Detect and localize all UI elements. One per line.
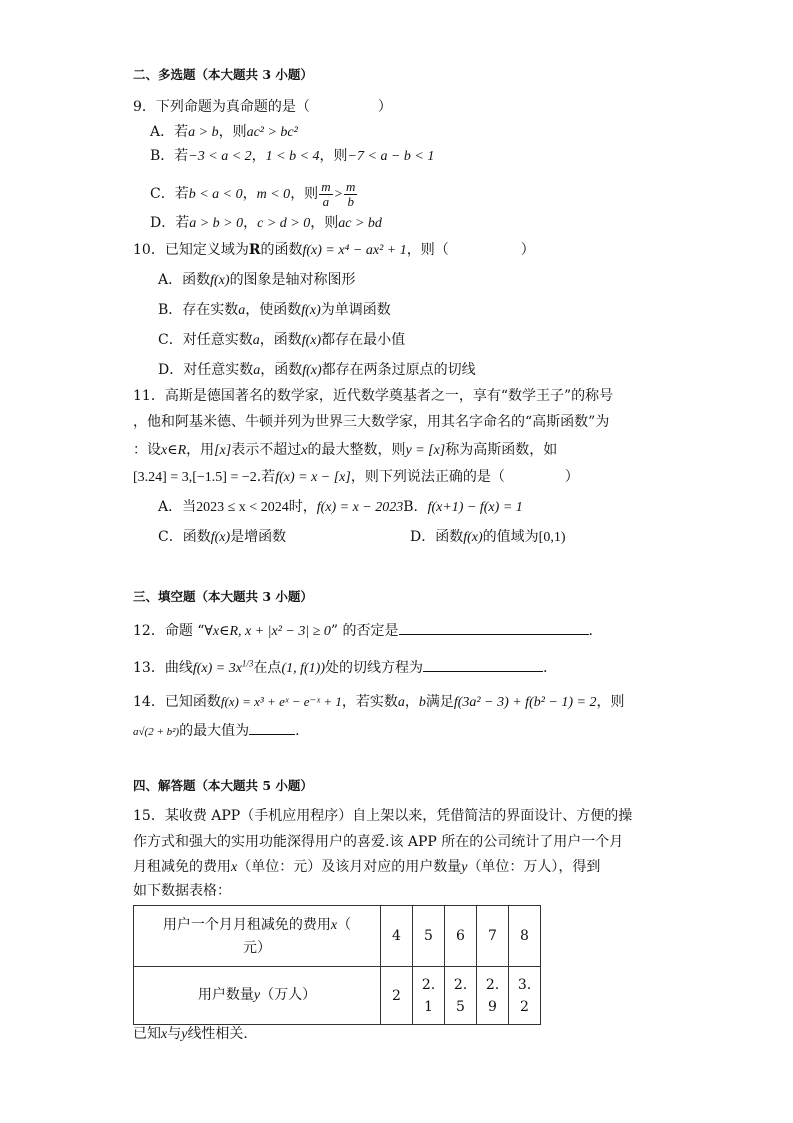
q9-c-fraction2: $\frac{m}{b}$ xyxy=(346,178,356,209)
q9-a-label: A．若 xyxy=(150,124,189,140)
q10-d-label: D．对任意实数 xyxy=(158,362,254,378)
cell-top: 2. xyxy=(485,976,500,993)
q15-line-1: 15．某收费 APP（手机应用程序）自上架以来，凭借简洁的界面设计、方便的操 xyxy=(133,808,633,824)
question-10-stem xyxy=(133,240,535,261)
q9-option-c xyxy=(150,178,358,211)
q9-c-math1: b < a < 0 xyxy=(188,187,243,202)
q14-math3: b xyxy=(418,695,426,710)
q13-exponent: 1/3 xyxy=(241,658,254,669)
q11-l3-d: 的最大整数，则 xyxy=(307,442,406,458)
q11-option-d xyxy=(410,527,566,548)
q11-d-label: D．函数 xyxy=(410,529,464,545)
cell-top: 3. xyxy=(517,976,532,993)
q9-a-math1: a > b xyxy=(188,125,219,140)
q11-c-math: f(x) xyxy=(210,530,231,545)
table-head-y-unit: （万人） xyxy=(260,987,317,1003)
q15-l3-c: （单位：万人），得到 xyxy=(467,859,601,875)
q15-after-x: x xyxy=(161,1027,168,1042)
q11-options-ab xyxy=(158,497,523,518)
q10-stem-R: R xyxy=(248,242,261,258)
table-head-y-text: 用户数量 xyxy=(197,987,254,1003)
q15-l3-a: 月租减免的费用 xyxy=(133,859,231,875)
q10-stem-3: ，则（ xyxy=(406,242,449,258)
q9-option-d xyxy=(150,213,382,234)
q14-l2-math: a√(2 + b²) xyxy=(133,726,180,738)
q14-math2: a xyxy=(397,695,405,710)
q10-option-b xyxy=(158,300,391,321)
q10-c-math2: f(x) xyxy=(301,333,322,348)
q9-b-math2: 1 < b < 4 xyxy=(265,149,320,164)
q11-a-label: A．当 xyxy=(158,499,197,515)
q13-math2: (1, f(1)) xyxy=(281,661,325,676)
q10-b-mid: ，使函数 xyxy=(245,302,302,318)
q15-line-2: 作方式和强大的实用功能深得用户的喜爱.该 APP 所在的公司统计了用户一个月 xyxy=(133,834,624,850)
q14-c: ， xyxy=(404,694,419,710)
table-cell-y: 2 xyxy=(381,967,413,1025)
q9-d-math3: ac > bd xyxy=(338,216,382,231)
q11-l4-b: ，则下列说法正确的是（ xyxy=(350,469,505,485)
q10-stem-1: 10．已知定义域为 xyxy=(133,242,249,258)
q10-d-mid: ，函数 xyxy=(260,362,303,378)
table-cell-y xyxy=(413,967,445,1025)
q13-end: . xyxy=(542,660,548,676)
question-13 xyxy=(133,655,547,682)
q10-a-rest: 的图象是轴对称图形 xyxy=(229,272,356,288)
q11-l3-m2: [x] xyxy=(214,443,232,458)
table-header-y xyxy=(134,967,381,1025)
q11-l3-m3: x xyxy=(301,443,308,458)
cell-top: 2. xyxy=(453,976,468,993)
q15-l3-b: （单位：元）及该月对应的用户数量 xyxy=(237,859,462,875)
q9-d-math2: c > d > 0 xyxy=(257,216,311,231)
table-cell-y xyxy=(477,967,509,1025)
q11-l4-m1: [3.24] = 3,[−1.5] = −2 xyxy=(133,470,257,485)
q11-l4-a: .若 xyxy=(256,469,276,485)
q10-d-math: a xyxy=(253,363,261,378)
q12-end: . xyxy=(588,623,593,639)
q13-answer-blank[interactable] xyxy=(423,657,543,672)
q9-stem-text: 9．下列命题为真命题的是（ xyxy=(133,99,310,115)
q15-data-table xyxy=(133,905,541,1025)
question-9-stem xyxy=(133,97,392,117)
q15-after-y: y xyxy=(181,1027,188,1042)
q15-l3-y: y xyxy=(461,860,468,875)
q14-math: f(x) = x³ + eˣ − e⁻ˣ + 1 xyxy=(220,694,342,709)
q9-a-mid: ，则 xyxy=(218,124,247,140)
q9-d-sep: ， xyxy=(243,215,258,231)
table-row xyxy=(134,967,541,1025)
q15-after-a: 已知 xyxy=(133,1026,161,1042)
q13-c: 处的切线方程为 xyxy=(324,660,423,676)
cell-bottom: 1 xyxy=(424,998,433,1015)
q11-c-label: C．函数 xyxy=(158,529,211,545)
q10-a-label: A．函数 xyxy=(158,272,211,288)
table-cell-x: 8 xyxy=(509,906,541,967)
q14-e: ，则 xyxy=(596,694,625,710)
table-cell-x: 6 xyxy=(445,906,477,967)
q11-l4-m2: f(x) = x − [x] xyxy=(275,470,351,485)
q10-close-paren: ） xyxy=(520,242,535,258)
table-head-x-var: x xyxy=(330,917,338,933)
q14-answer-blank[interactable] xyxy=(249,720,295,735)
q10-d-rest: 都存在两条过原点的切线 xyxy=(321,362,476,378)
q9-option-a xyxy=(150,122,298,143)
q10-a-math: f(x) xyxy=(210,273,230,288)
q11-l3-e: 称为高斯函数，如 xyxy=(445,442,558,458)
q15-after-b: 与 xyxy=(167,1026,182,1042)
table-cell-x: 7 xyxy=(477,906,509,967)
section-heading-multiple-choice: 二、多选题（本大题共 3 小题） xyxy=(133,67,313,82)
q12-b: ” 的否定是 xyxy=(330,623,399,639)
q9-c-fraction1: $\frac{m}{a}$ xyxy=(321,178,331,209)
q9-c-math2: m < 0 xyxy=(256,187,291,202)
q11-line-4 xyxy=(133,467,579,488)
cell-bottom: 2 xyxy=(520,998,529,1015)
q9-b-math3: −7 < a − b < 1 xyxy=(347,149,435,164)
q10-option-a xyxy=(158,270,356,291)
table-cell-y xyxy=(509,967,541,1025)
q11-l3-c: 表示不超过 xyxy=(231,442,302,458)
question-14-line-2 xyxy=(133,720,300,742)
q14-end: . xyxy=(295,723,300,739)
q15-after-c: 线性相关. xyxy=(187,1026,248,1042)
q9-b-mid: ，则 xyxy=(319,148,348,164)
q13-math: f(x) = 3x xyxy=(192,661,242,676)
cell-top: 2. xyxy=(421,976,436,993)
q15-after-table xyxy=(133,1024,248,1045)
q9-c-label: C．若 xyxy=(150,186,189,202)
table-head-x-unit: 元） xyxy=(243,939,271,956)
q11-line-3 xyxy=(133,440,557,461)
q11-line-1: 11．高斯是德国著名的数学家，近代数学奠基者之一，享有“数学王子”的称号 xyxy=(133,388,614,404)
q11-b-math: f(x+1) − f(x) = 1 xyxy=(427,500,523,515)
table-cell-x: 5 xyxy=(413,906,445,967)
table-cell-x: 4 xyxy=(381,906,413,967)
table-head-x-paren: （ xyxy=(337,916,352,933)
q10-b-rest: 为单调函数 xyxy=(320,302,391,318)
q15-line-4: 如下数据表格： xyxy=(133,883,231,899)
q9-b-sep: ， xyxy=(251,148,266,164)
section-heading-answer: 四、解答题（本大题共 5 小题） xyxy=(133,778,313,793)
q12-answer-blank[interactable] xyxy=(399,620,589,635)
q10-stem-2: 的函数 xyxy=(260,242,303,258)
q10-c-rest: 都存在最小值 xyxy=(321,332,406,348)
q10-d-math2: f(x) xyxy=(302,363,322,378)
q11-l3-a: ：设 xyxy=(133,442,161,458)
cell-bottom: 9 xyxy=(488,998,497,1015)
q14-math4: f(3a² − 3) + f(b² − 1) = 2 xyxy=(453,695,597,710)
q15-l3-x: x xyxy=(231,860,238,875)
q15-line-3 xyxy=(133,857,600,878)
q14-l2-a: 的最大值为 xyxy=(179,723,250,739)
q10-c-math: a xyxy=(252,333,260,348)
q9-c-gt: > xyxy=(333,187,344,202)
q11-d-math2: [0,1) xyxy=(538,530,566,545)
q13-a: 13．曲线 xyxy=(133,660,193,676)
q12-a: 12．命题 “ xyxy=(133,623,205,639)
q11-c-rest: 是增函数 xyxy=(230,529,287,545)
q11-l3-m4: y = [x] xyxy=(405,443,446,458)
q10-b-math: a xyxy=(238,303,246,318)
q11-line-2: ，他和阿基米德、牛顿并列为世界三大数学家，用其名字命名的“高斯函数”为 xyxy=(133,414,610,430)
table-head-x-text: 用户一个月月租减免的费用 xyxy=(162,916,331,933)
table-row xyxy=(134,906,541,967)
q9-d-mid: ，则 xyxy=(310,215,339,231)
table-head-y-var: y xyxy=(253,988,261,1003)
q9-c-sep: ， xyxy=(242,186,257,202)
q11-a-m2: f(x) = x − 2023 xyxy=(316,500,404,515)
q12-math: ∀x∈R, x + |x² − 3| ≥ 0 xyxy=(204,624,331,639)
table-header-x xyxy=(134,906,381,967)
q9-b-label: B．若 xyxy=(150,148,189,164)
q9-b-math1: −3 < a < 2 xyxy=(188,149,252,164)
q11-close-paren: ） xyxy=(564,469,579,485)
q9-c-mid: ，则 xyxy=(290,186,319,202)
q11-d-rest: 的值域为 xyxy=(482,529,539,545)
q10-option-c xyxy=(158,330,405,351)
q13-b: 在点 xyxy=(253,660,282,676)
q11-b-label: B． xyxy=(403,499,428,515)
q9-d-label: D．若 xyxy=(150,215,190,231)
section-heading-fill-in: 三、填空题（本大题共 3 小题） xyxy=(133,589,313,604)
q9-d-math1: a > b > 0 xyxy=(189,216,244,231)
q10-c-mid: ，函数 xyxy=(259,332,302,348)
q10-stem-math: f(x) = x⁴ − ax² + 1 xyxy=(302,243,407,258)
q11-a-m1: 2023 ≤ x < 2024 xyxy=(196,500,289,515)
q9-a-math2: ac² > bc² xyxy=(246,125,298,140)
q11-a-mid: 时， xyxy=(288,499,317,515)
q11-d-math: f(x) xyxy=(463,530,483,545)
question-12 xyxy=(133,620,593,642)
q10-option-d xyxy=(158,360,476,381)
q10-c-label: C．对任意实数 xyxy=(158,332,253,348)
q14-d: 满足 xyxy=(425,694,454,710)
q11-l3-b: ，用 xyxy=(186,442,215,458)
q11-l3-m1: x∈R xyxy=(161,443,187,458)
q10-b-math2: f(x) xyxy=(301,303,321,318)
q11-option-c xyxy=(158,527,286,548)
q14-a: 14．已知函数 xyxy=(133,694,221,710)
cell-bottom: 5 xyxy=(456,998,465,1015)
q9-close-paren: ） xyxy=(377,99,392,115)
table-cell-y xyxy=(445,967,477,1025)
q14-b: ，若实数 xyxy=(341,694,398,710)
q9-option-b xyxy=(150,146,434,167)
q10-b-label: B．存在实数 xyxy=(158,302,239,318)
question-14-line-1 xyxy=(133,692,625,713)
